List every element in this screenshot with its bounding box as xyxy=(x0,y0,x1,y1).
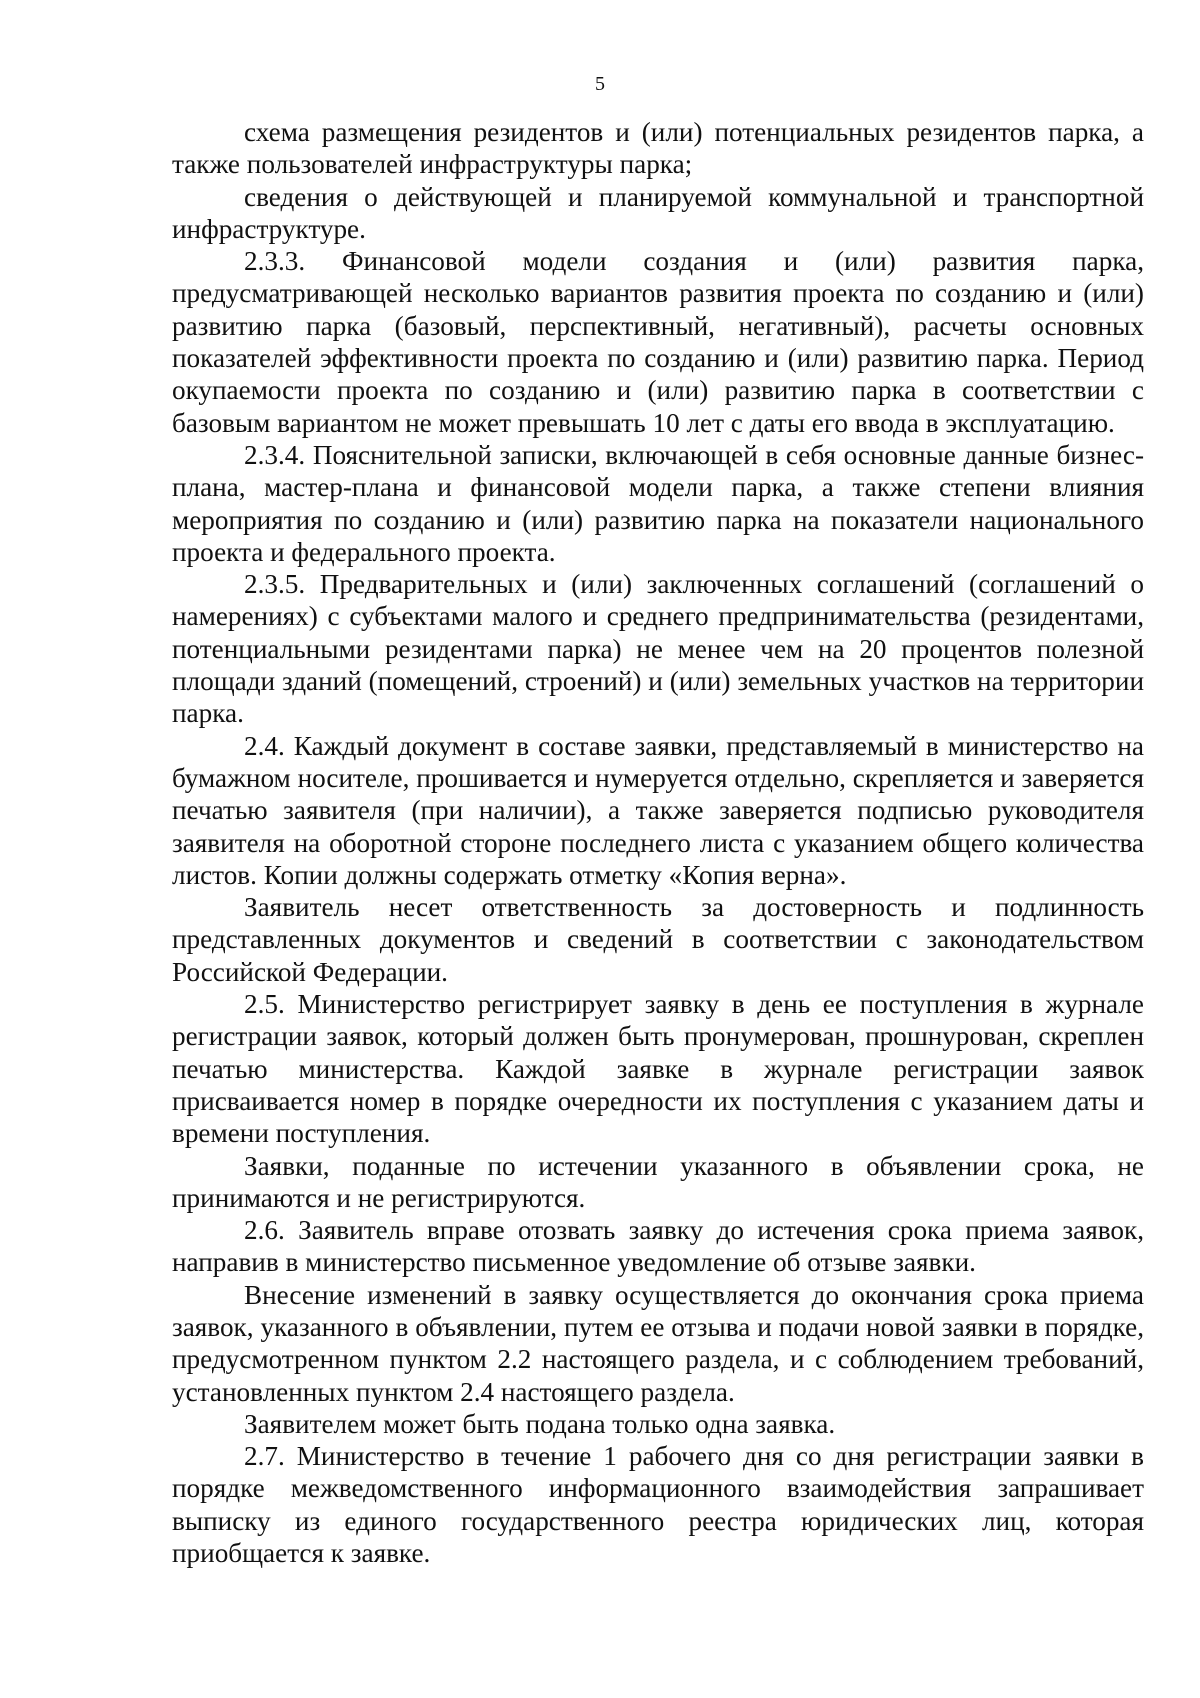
paragraph-single-application: Заявителем может быть подана только одна заявка. xyxy=(244,1408,836,1439)
paragraph-2-6: 2.6. Заявитель вправе отозвать заявку до истечения срока приема заявок, направив в министерство письменное уведомление об отзыве заявки. xyxy=(172,1215,1144,1278)
paragraph-applicant-responsibility: Заявитель несет ответственность за достоверность и подлинность представленных документов и сведений в соответствии с законодательством Российской Федерации. xyxy=(172,892,1144,987)
document-body xyxy=(172,116,1144,1569)
paragraph-2-4: 2.4. Каждый документ в составе заявки, представляемый в министерство на бумажном носителе, прошивается и нумеруется отдельно, скрепляется и заверяется печатью заявителя (при наличии), а также заверяется подписью руководителя заявителя на оборотной стороне последнего листа с указанием общего количества листов. Копии должны содержать отметку «Копия верна». xyxy=(172,730,1144,890)
paragraph-2-3-4: 2.3.4. Пояснительной записки, включающей в себя основные данные бизнес-плана, мастер-плана и финансовой модели парка, а также степени влияния мероприятия по созданию и (или) развитию парка на показатели национального проекта и федерального проекта. xyxy=(172,439,1144,567)
paragraph-2-3-3: 2.3.3. Финансовой модели создания и (или) развития парка, предусматривающей несколько вариантов развития проекта по созданию и (или) развитию парка (базовый, перспективный, негативный), расчеты основных показателей эффективности проекта по созданию и (или) развитию парка. Период окупаемости проекта по созданию и (или) развитию парка в соответствии с базовым вариантом не может превышать 10 лет с даты его ввода в эксплуатацию. xyxy=(172,246,1144,438)
paragraph-2-3-5: 2.3.5. Предварительных и (или) заключенных соглашений (соглашений о намерениях) с субъектами малого и среднего предпринимательства (резидентами, потенциальными резидентами парка) не менее чем на 20 процентов полезной площади зданий (помещений, строений) и (или) земельных участков на территории парка. xyxy=(172,569,1144,729)
paragraph-2-7: 2.7. Министерство в течение 1 рабочего дня со дня регистрации заявки в порядке межведомственного информационного взаимодействия запрашивает выписку из единого государственного реестра юридических лиц, которая приобщается к заявке. xyxy=(172,1441,1144,1569)
paragraph-residents-scheme: схема размещения резидентов и (или) потенциальных резидентов парка, а также пользователей инфраструктуры парка; xyxy=(172,117,1144,180)
paragraph-infrastructure-info: сведения о действующей и планируемой коммунальной и транспортной инфраструктуре. xyxy=(172,181,1144,244)
paragraph-late-applications: Заявки, поданные по истечении указанного в объявлении срока, не принимаются и не регистрируются. xyxy=(172,1150,1144,1213)
page-number: 5 xyxy=(595,73,605,95)
paragraph-2-5: 2.5. Министерство регистрирует заявку в день ее поступления в журнале регистрации заявок, который должен быть пронумерован, прошнурован, скреплен печатью министерства. Каждой заявке в журнале регистрации заявок присваивается номер в порядке очередности их поступления с указанием даты и времени поступления. xyxy=(172,989,1144,1149)
paragraph-application-changes: Внесение изменений в заявку осуществляется до окончания срока приема заявок, указанного в объявлении, путем ее отзыва и подачи новой заявки в порядке, предусмотренном пунктом 2.2 настоящего раздела, и с соблюдением требований, установленных пунктом 2.4 настоящего раздела. xyxy=(172,1279,1144,1407)
